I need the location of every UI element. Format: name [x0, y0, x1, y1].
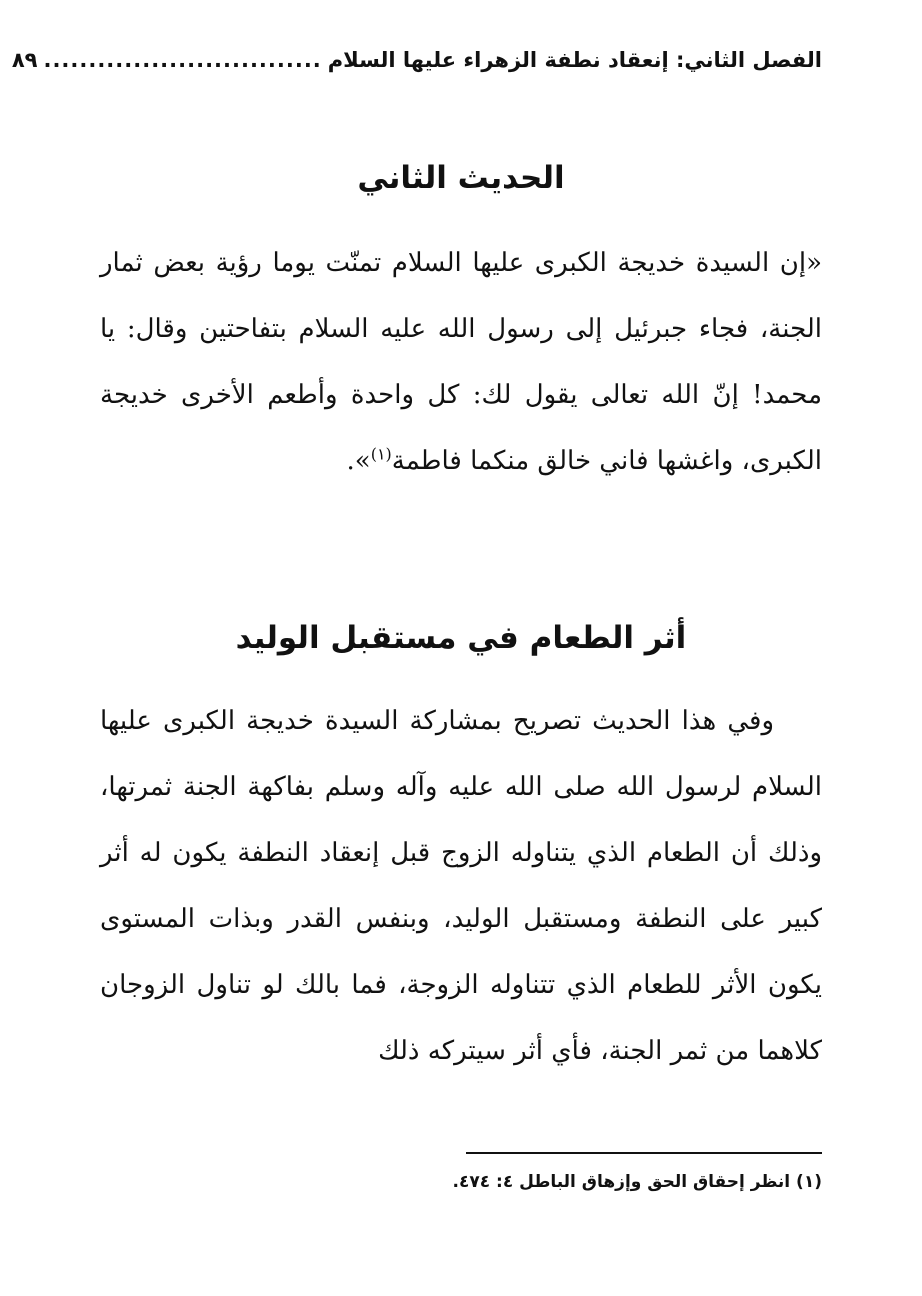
section-heading-hadith: الحديث الثاني — [357, 160, 565, 196]
page-number: ٨٩ — [11, 48, 38, 72]
hadith-paragraph — [100, 230, 822, 494]
hadith-closing: ». — [346, 446, 371, 476]
footnote-reference[interactable]: (١) — [370, 444, 392, 464]
footnote: (١) انظر إحقاق الحق وإزهاق الباطل ٤: ٤٧٤. — [452, 1172, 822, 1192]
hadith-text: «إن السيدة خديجة الكبرى عليها السلام تمنّت يوما رؤية بعض ثمار الجنة، فجاء جبرئيل إلى رسول الله عليه السلام بتفاحتين وقال: يا محمد! إنّ الله تعالى يقول لك: كل واحدة وأطعم الأخرى خديجة الكبرى، واغشها فاني خالق منكما فاطمة — [100, 248, 822, 476]
footnote-divider — [466, 1152, 822, 1154]
section-heading-food-effect: أثر الطعام في مستقبل الوليد — [235, 620, 687, 656]
running-header — [11, 40, 822, 80]
dot-leader: ............................... — [43, 48, 322, 72]
body-text: وفي هذا الحديث تصريح بمشاركة السيدة خديجة الكبرى عليها السلام لرسول الله صلى الله عليه وآله وسلم بفاكهة الجنة ثمرتها، وذلك أن الطعام الذي يتناوله الزوج قبل إنعقاد النطفة يكون له أثر كبير على النطفة ومستقبل الوليد، وبنفس القدر وبذات المستوى يكون الأثر للطعام الذي تتناوله الزوجة، فما بالك لو تناول الزوجان كلاهما من ثمر الجنة، فأي أثر سيتركه ذلك — [100, 706, 822, 1066]
chapter-title: الفصل الثاني: إنعقاد نطفة الزهراء عليها السلام — [327, 48, 822, 72]
body-paragraph — [100, 688, 822, 1084]
